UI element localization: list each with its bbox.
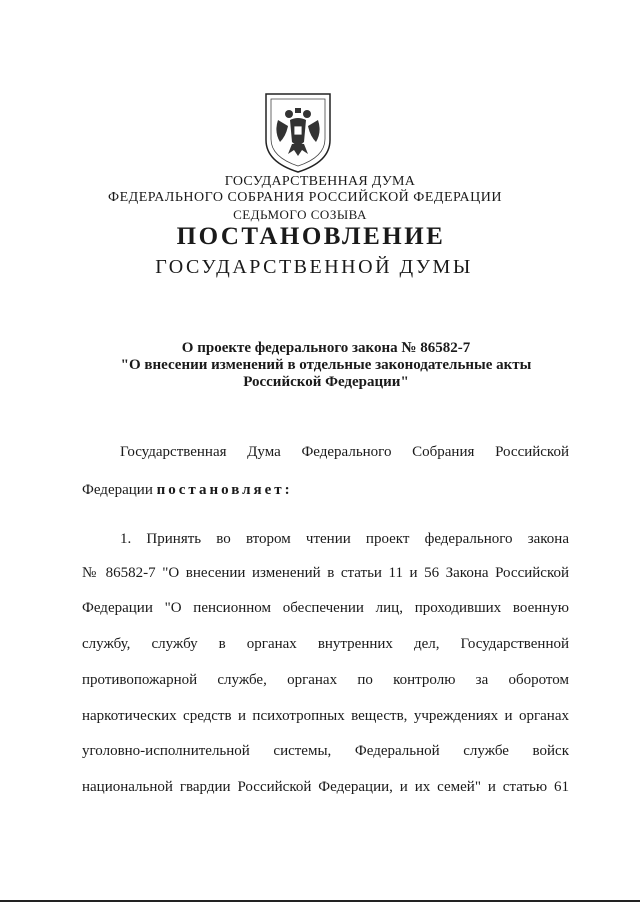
header-line-assembly: ФЕДЕРАЛЬНОГО СОБРАНИЯ РОССИЙСКОЙ ФЕДЕРАЦИИ xyxy=(108,190,502,205)
para1-line: Федерации "О пенсионном обеспечении лиц, проходивших военную xyxy=(82,600,569,616)
para1-line: уголовно-исполнительной системы, Федеральной службе войск xyxy=(82,743,569,759)
para1-line: службу, службу в органах внутренних дел, Государственной xyxy=(82,636,569,652)
header-line-convocation: СЕДЬМОГО СОЗЫВА xyxy=(233,207,367,222)
coat-of-arms-emblem xyxy=(262,92,334,174)
intro-federation-word: Федерации xyxy=(82,482,153,498)
document-subtitle: ГОСУДАРСТВЕННОЙ ДУМЫ xyxy=(155,256,473,278)
header-line-duma: ГОСУДАРСТВЕННАЯ ДУМА xyxy=(224,174,416,189)
document-title: ПОСТАНОВЛЕНИЕ xyxy=(176,223,446,250)
para1-line: национальной гвардии Российской Федерации, и их семей" и статью 61 xyxy=(82,779,569,795)
para1-line: противопожарной службе, органах по контролю за оборотом xyxy=(82,672,569,688)
page-bottom-rule xyxy=(0,900,640,902)
para1-line: № 86582-7 "О внесении изменений в статьи 11 и 56 Закона Российской xyxy=(82,565,569,581)
intro-line-1: Государственная Дума Федерального Собрания Российской xyxy=(120,444,569,460)
intro-line-2 xyxy=(82,482,569,499)
para1-line: наркотических средств и психотропных веществ, учреждениях и органах xyxy=(82,708,569,724)
subject-line-1: О проекте федерального закона № 86582-7 xyxy=(181,340,471,356)
subject-line-3: Российской Федерации" xyxy=(243,374,409,390)
subject-line-2: "О внесении изменений в отдельные законодательные акты xyxy=(120,357,532,373)
para1-line: 1. Принять во втором чтении проект федерального закона xyxy=(120,531,569,547)
resolves-keyword: постановляет: xyxy=(156,482,293,498)
